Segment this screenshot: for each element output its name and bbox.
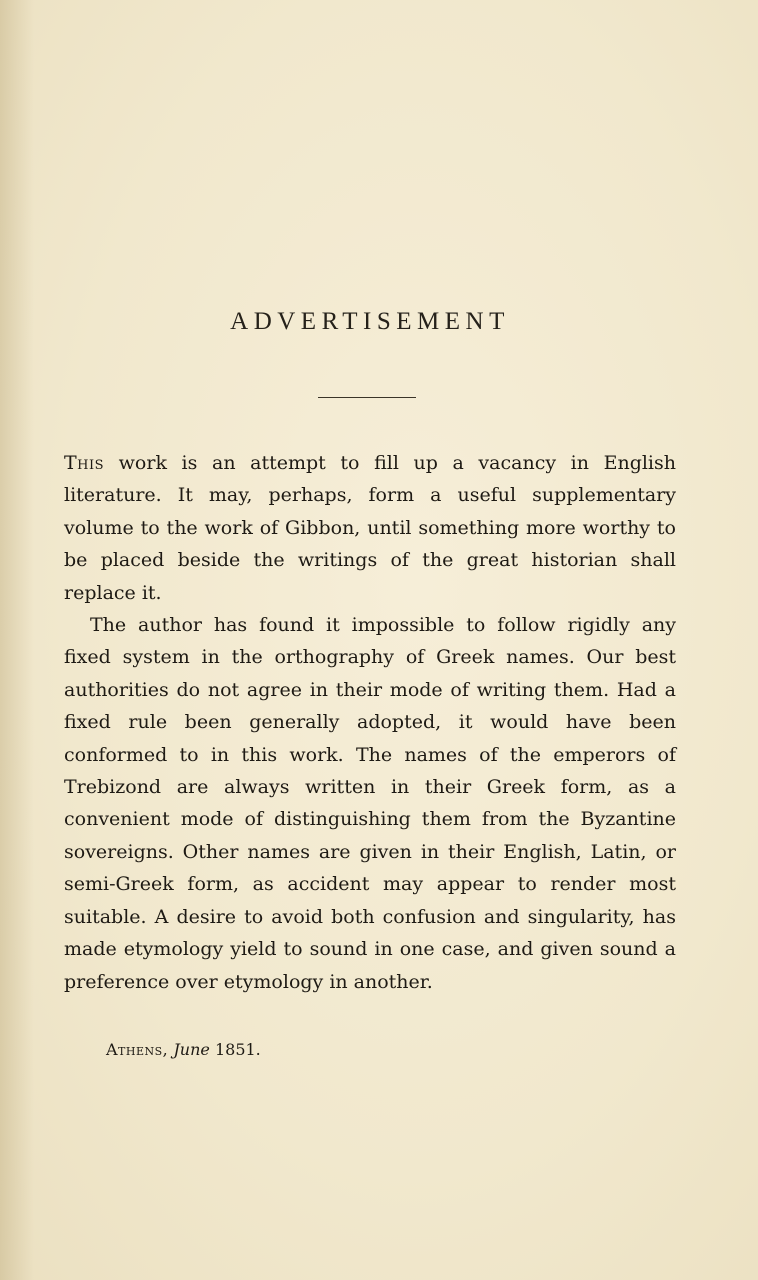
page-edge-shading [0, 0, 34, 1280]
signature-month: June [173, 1040, 210, 1059]
page-heading: ADVERTISEMENT [230, 308, 510, 335]
paragraph-text: work is an attempt to fill up a vacancy in English literature. It may, perhaps, form a useful supplementary volume to the work of Gibbon, until something more worthy to be placed beside the writings of the great historian shall replace it. [64, 452, 676, 604]
paragraph-1 [64, 447, 676, 609]
paragraph-lead-word: This [64, 452, 105, 474]
signature-place: Athens, [106, 1040, 169, 1059]
body-text [64, 447, 676, 998]
paragraph-2 [64, 609, 676, 998]
signature-year: 1851. [214, 1040, 261, 1059]
paragraph-text: The author has found it impossible to follow rigidly any fixed system in the orthography of Greek names. Our best authorities do not agree in their mode of writing them. Had a fixed rule been generally adopted, it would have been conformed to in this work. The names of the emperors of Trebizond are always written in their Greek form, as a convenient mode of distinguishing them from the Byzantine sovereigns. Other names are given in their English, Latin, or semi-Greek form, as accident may appear to render most suitable. A desire to avoid both confusion and singularity, has made etymology yield to sound in one case, and given sound a preference over etymology in another. [64, 614, 676, 993]
heading-rule [318, 397, 416, 398]
signature-line [106, 1040, 261, 1059]
